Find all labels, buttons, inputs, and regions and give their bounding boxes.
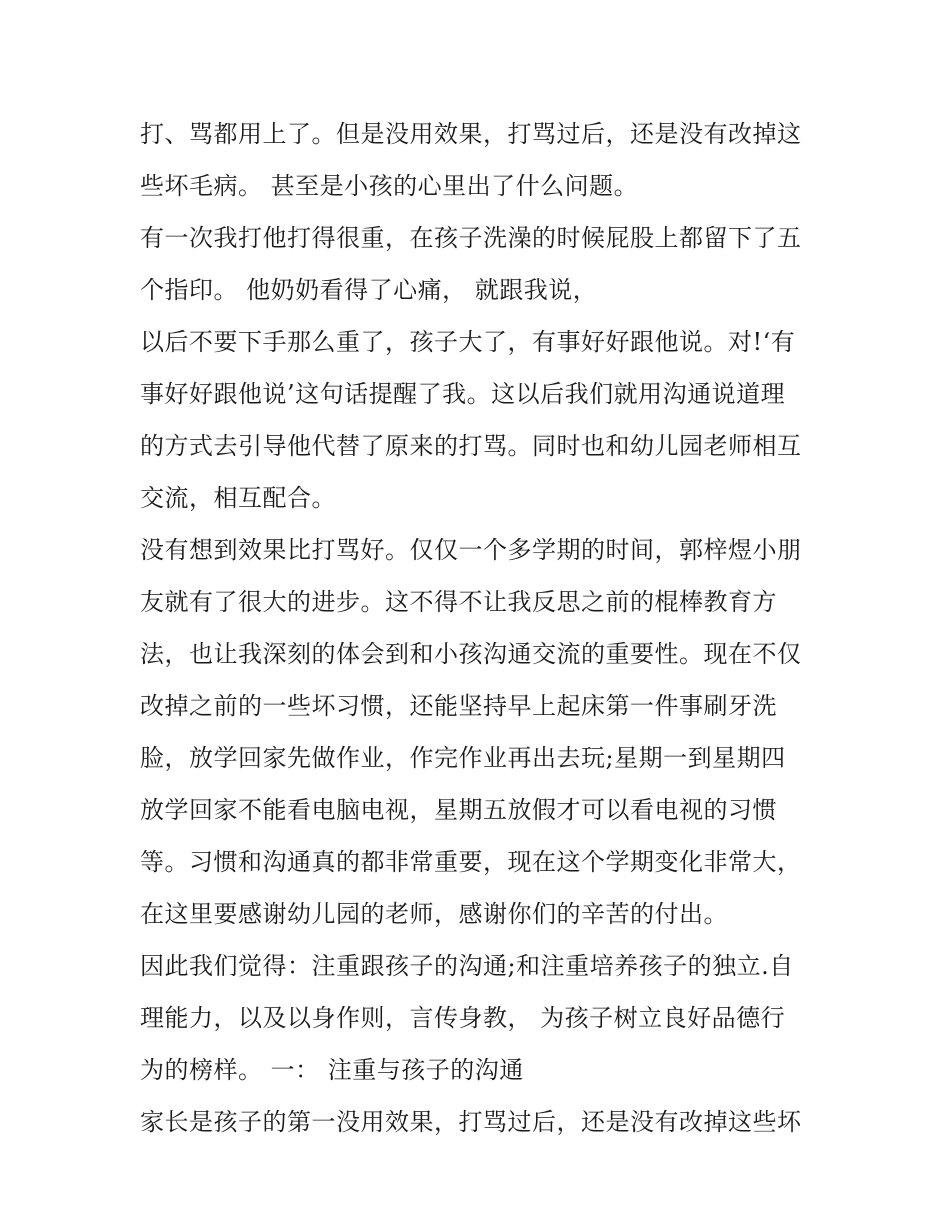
text-line-4: 个指印。 他奶奶看得了心痛， 就跟我说， [140, 276, 598, 304]
text-line-10: 友就有了很大的进步。这不得不让我反思之前的棍棒教育方 [140, 588, 777, 616]
text-line-19: 为的榜样。 一： 注重与孩子的沟通 [140, 1056, 524, 1084]
text-line-8: 交流，相互配合。 [140, 484, 336, 512]
text-line-18: 理能力，以及以身作则，言传身教， 为孩子树立良好品德行 [140, 1004, 786, 1032]
text-line-15: 等。习惯和沟通真的都非常重要，现在这个学期变化非常大， [140, 848, 802, 876]
text-line-3: 有一次我打他打得很重，在孩子洗澡的时候屁股上都留下了五 [140, 224, 802, 252]
text-line-20: 家长是孩子的第一没用效果，打骂过后，还是没有改掉这些坏 [140, 1108, 802, 1136]
text-line-12: 改掉之前的一些坏习惯，还能坚持早上起床第一件事刷牙洗 [140, 692, 777, 720]
text-line-7: 的方式去引导他代替了原来的打骂。同时也和幼儿园老师相互 [140, 432, 802, 460]
text-line-5: 以后不要下手那么重了，孩子大了，有事好好跟他说。对!‘有 [140, 328, 796, 356]
text-line-17: 因此我们觉得：注重跟孩子的沟通;和注重培养孩子的独立.自 [140, 952, 794, 980]
text-line-1: 打、骂都用上了。但是没用效果，打骂过后，还是没有改掉这 [140, 120, 802, 148]
text-line-13: 脸，放学回家先做作业，作完作业再出去玩;星期一到星期四 [140, 744, 786, 772]
text-line-2: 些坏毛病。 甚至是小孩的心里出了什么问题。 [140, 172, 639, 200]
text-line-14: 放学回家不能看电脑电视，星期五放假才可以看电视的习惯 [140, 796, 777, 824]
document-body [140, 108, 820, 1148]
text-line-6: 事好好跟他说’这句话提醒了我。这以后我们就用沟通说道理 [140, 380, 786, 408]
text-line-11: 法，也让我深刻的体会到和小孩沟通交流的重要性。现在不仅 [140, 640, 802, 668]
text-line-9: 没有想到效果比打骂好。仅仅一个多学期的时间，郭梓煜小朋 [140, 536, 802, 564]
text-line-16: 在这里要感谢幼儿园的老师，感谢你们的辛苦的付出。 [140, 900, 728, 928]
